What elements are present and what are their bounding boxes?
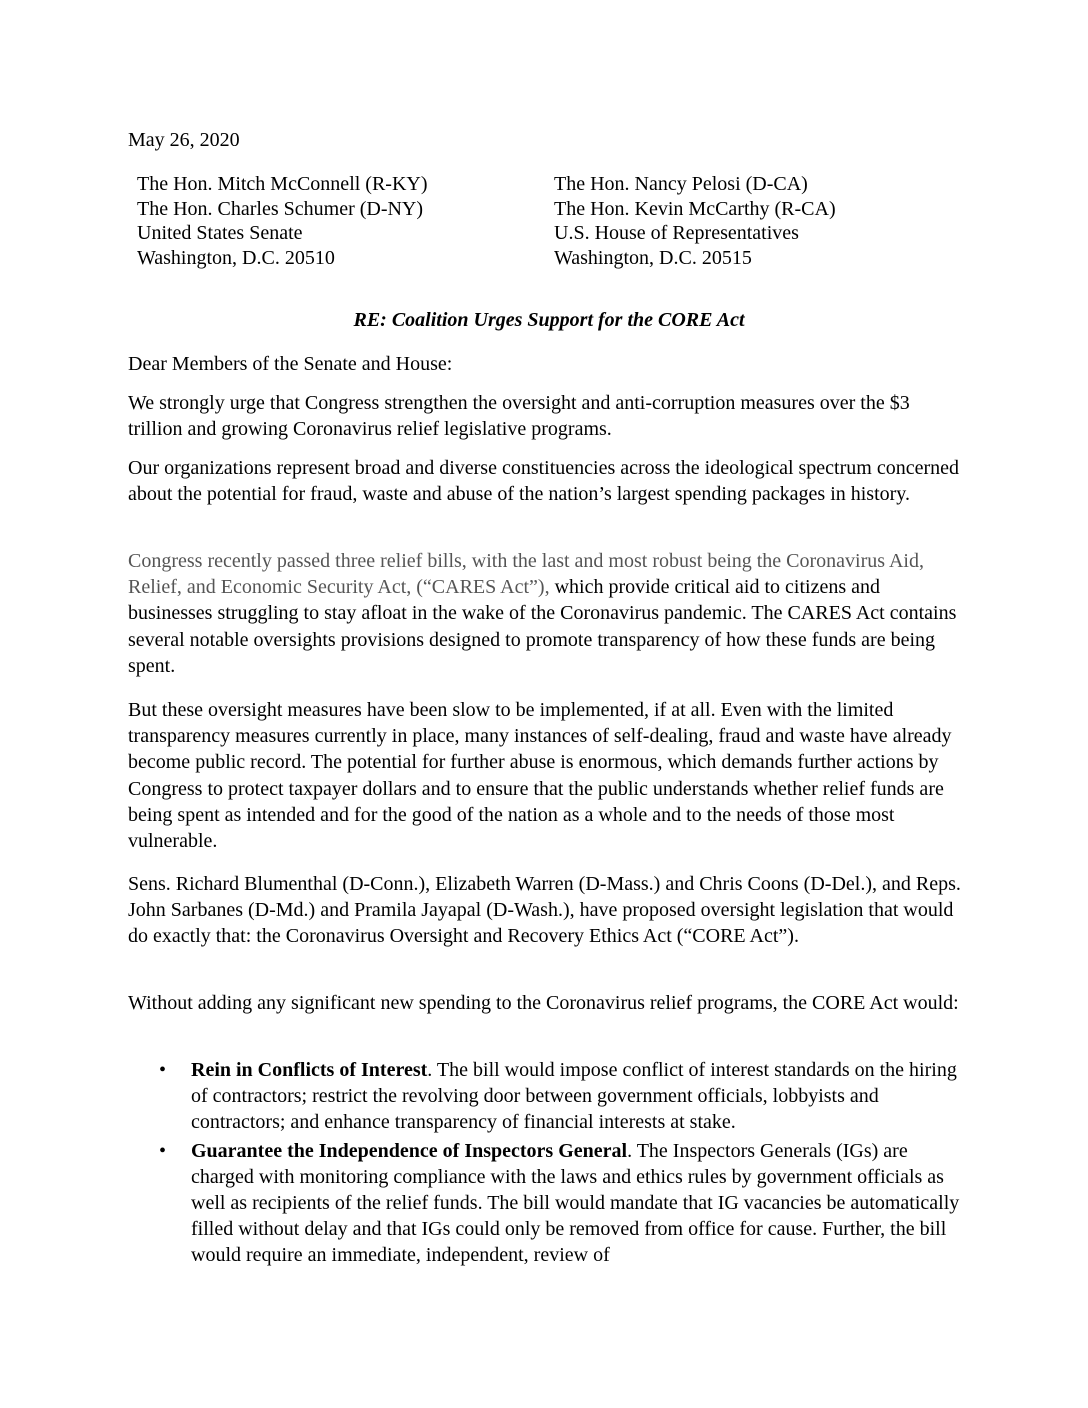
paragraph-1: We strongly urge that Congress strengthen the oversight and anti-corruption measures over the $3 trillion and growing Coronavirus relief legislative programs. <box>128 392 910 441</box>
paragraph-3-text: which provide critical aid to citizens and businesses struggling to stay afloat in the wake of the Coronavirus pandemic. The CARES Act contains several notable oversights provisions designed to promote transparency of how these funds are being spent. <box>128 576 957 677</box>
bullet-text: . The bill would impose conflict of interest standards on the hiring of contractors; restrict the revolving door between government officials, lobbyists and contractors; and enhance transparency of financial interests at stake. <box>191 1059 957 1134</box>
subject-line-wrapper <box>0 308 1088 332</box>
list-item <box>0 1057 966 1136</box>
address-line: Washington, D.C. 20510 <box>137 246 335 269</box>
letter-date: May 26, 2020 <box>128 129 240 151</box>
address-line: Washington, D.C. 20515 <box>554 246 752 269</box>
bullet-text: . The Inspectors Generals (IGs) are charged with monitoring compliance with the laws and ethics rules by government officials as well as recipients of the relief funds. The bill would mandate that IG vacancies be automatically filled without delay and that IGs could only be removed from office for cause. Further, the bill would require an immediate, independent, review of <box>191 1139 960 1267</box>
bullet-title: Rein in Conflicts of Interest <box>191 1059 428 1081</box>
paragraph-4: But these oversight measures have been slow to be implemented, if at all. Even with the limited transparency measures currently in place, many instances of self-dealing, fraud and waste have already become public record. The potential for further abuse is enormous, which demands further actions by Congress to protect taxpayer dollars and to ensure that the public understands whether relief funds are being spent as intended and for the good of the nation as a whole and to the needs of those most vulnerable. <box>128 699 952 853</box>
paragraph-6: Without adding any significant new spending to the Coronavirus relief programs, the CORE Act would: <box>128 992 959 1014</box>
paragraph-5: Sens. Richard Blumenthal (D-Conn.), Elizabeth Warren (D-Mass.) and Chris Coons (D-Del.), and Reps. John Sarbanes (D-Md.) and Pramila Jayapal (D-Wash.), have proposed oversight legislation that would do exactly that: the Coronavirus Oversight and Recovery Ethics Act (“CORE Act”). <box>128 873 961 948</box>
bullet-icon: • <box>159 1139 167 1162</box>
bullet-icon: • <box>159 1059 167 1081</box>
paragraph-2: Our organizations represent broad and diverse constituencies across the ideological spectrum concerned about the potential for fraud, waste and abuse of the nation’s largest spending packages in history. <box>128 457 959 506</box>
address-line: The Hon. Nancy Pelosi (D-CA) <box>554 173 808 195</box>
core-act-provisions-list <box>0 1057 1088 1271</box>
address-line: The Hon. Mitch McConnell (R-KY) <box>137 173 428 195</box>
senate-address-block <box>137 172 428 270</box>
paragraph-3-grey-text: Congress recently passed three relief bills, with the last and most robust being the Coronavirus Aid, Relief, and Economic Security Act, (“CARES Act”), <box>128 550 924 599</box>
address-line: The Hon. Kevin McCarthy (R-CA) <box>554 197 836 220</box>
salutation: Dear Members of the Senate and House: <box>128 353 453 375</box>
list-item <box>0 1138 966 1269</box>
house-address-block <box>554 172 836 270</box>
bullet-title: Guarantee the Independence of Inspectors General <box>191 1139 628 1162</box>
address-line: U.S. House of Representatives <box>554 222 799 244</box>
address-line: United States Senate <box>137 222 303 244</box>
paragraph-3 <box>128 548 963 679</box>
subject-line: RE: Coalition Urges Support for the CORE Act <box>353 309 745 331</box>
address-line: The Hon. Charles Schumer (D-NY) <box>137 197 424 220</box>
